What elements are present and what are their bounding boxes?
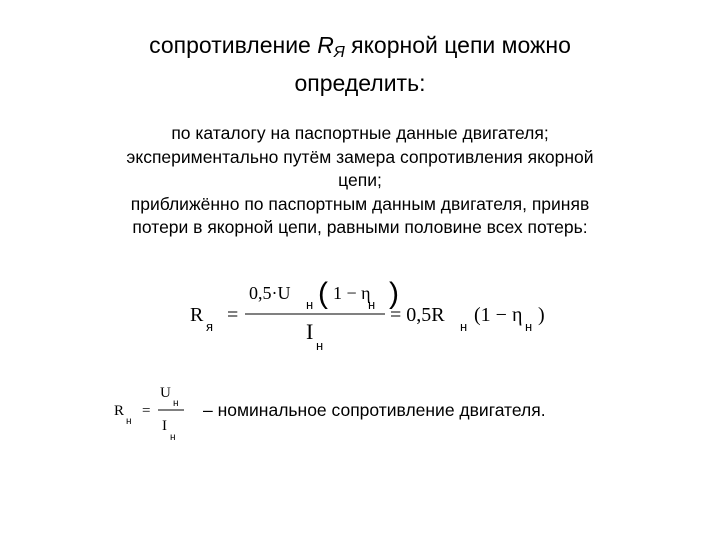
method-line: цепи;: [338, 170, 382, 190]
f2-numerator: U: [160, 385, 171, 401]
f2-denominator-sub: н: [170, 432, 176, 443]
f1-equals-half-r: = 0,5R: [390, 304, 445, 326]
f1-tail: (1 − η: [474, 304, 523, 326]
f1-lhs-sub: я: [206, 319, 214, 334]
f1-r-sub: н: [460, 319, 468, 334]
f1-one-minus-eta: 1 − η: [333, 283, 371, 303]
f2-numerator-sub: н: [173, 398, 179, 409]
method-line: по каталогу на паспортные данные двигателя;: [171, 123, 549, 143]
f1-denominator-sub: н: [316, 338, 324, 353]
title-text-before: сопротивление: [149, 32, 318, 58]
title-text-after: якорной цепи можно: [344, 32, 571, 58]
method-line: приближённо по паспортным данным двигателя, приняв: [130, 193, 590, 214]
method-line: экспериментально путём замера сопротивления якорной: [126, 146, 594, 167]
f1-denominator: I: [306, 319, 314, 344]
f1-lhs: R: [190, 304, 204, 326]
nominal-resistance-note: – номинальное сопротивление двигателя.: [203, 400, 546, 420]
f1-numerator-coef: 0,5·U: [249, 283, 291, 303]
title-line-2: определить:: [294, 70, 426, 96]
f1-paren-open: (: [318, 277, 328, 310]
f2-equals: =: [142, 403, 151, 419]
f2-lhs: R: [114, 403, 125, 419]
f1-tail-close: ): [538, 304, 545, 326]
f1-numerator-sub: н: [306, 297, 314, 312]
f1-tail-sub: н: [525, 319, 533, 334]
f2-lhs-sub: н: [126, 416, 132, 427]
f1-paren-close: ): [389, 277, 399, 310]
title-symbol: R: [317, 32, 334, 58]
f1-equals: =: [227, 304, 239, 326]
method-line: потери в якорной цепи, равными половине всех потерь:: [132, 217, 588, 237]
title-subscript: Я: [333, 44, 345, 61]
f1-eta-sub: н: [368, 297, 376, 312]
f2-denominator: I: [162, 418, 167, 434]
